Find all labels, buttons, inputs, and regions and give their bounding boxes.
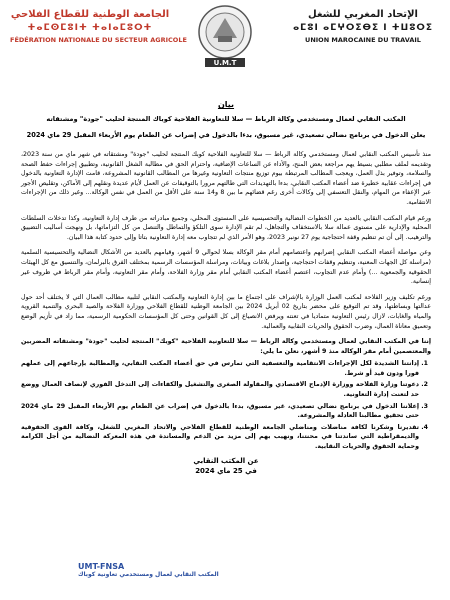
fnsa-header	[10, 8, 187, 45]
paragraph: وعن مواصلة أعضاء المكتب النقابي إضرابهم واعتصامهم أمام مقر الوكالة بسلا لحوالي 9 أشهر، وقيامهم بالعديد من الأشكال النضالية والتحسيسية السلمية (مراسلة كل الجهات المعنية، وتنظيم وقفات احتجاجية، وإصدار بلاغات وبيانات، ومراسلة المؤسسات الرسمية بمختلف الفرق بالبرلمان، والتنسيق مع كل الهيئات الحقوقية والجمعوية ...) وأمام عدم التجاوب، اعتصم أعضاء المكتب النقابي أمام مقر وزارة الفلاحة، وأمام مقر التعاونية، وأمام مقر الرباط في ظروف غير إنسانية.	[21, 249, 432, 286]
union-stamp	[78, 562, 228, 592]
signature-block	[21, 456, 431, 476]
umt-name-tifinagh: ⴰⵎⵓⵏ ⴰⵎⵖⵔⵉⴱⵉ ⵏ ⵜⵡⵓⵔⵉ	[292, 23, 434, 33]
decisions-intro: إننا في المكتب النقابي لعمال ومستخدمي وكالة الرباط — سلا للتعاونية الفلاحية "كوبك" المنتجة لحليب "جودة" ومشتقاته المضربين والمعتصمين أمام مقر الوكالة منذ 9 أشهر، نعلن ما يلي:	[21, 338, 431, 355]
decision-item: 2. دعوتنا وزارة الفلاحة ووزارة الإدماج الاقتصادي والمقاولة الصغرى والتشغيل والكفاءات إلى التدخل الفوري لإنصاف العمال ووضع حد لتعنت إدارة التعاونية.	[21, 380, 419, 399]
signature-date: في 25 ماي 2024	[195, 466, 257, 475]
decision-item: 3. إعلاننا الدخول في برنامج نضالي تصعيدي، غير مسبوق، بدءا بالدخول في إضراب عن الطعام يوم الأربعاء المقبل 29 ماي 2024 حتى تحقيق مطالبنا العادلة والمشروعة.	[21, 402, 419, 421]
stamp-title: UMT-FNSA	[78, 562, 125, 571]
letterhead	[0, 2, 450, 68]
statement-title: بيان	[217, 100, 235, 109]
svg-text:U.M.T: U.M.T	[213, 59, 237, 67]
statement-subtitle: المكتب النقابي لعمال ومستخدمي وكالة الرباط — سلا للتعاونية الفلاحية كوباك المنتجة لحليب "جودة" ومشتقاته	[46, 115, 406, 123]
decision-item: 4. تقديرنا وشكرنا لكافة مناضلات ومناضلي الجامعة الوطنية للقطاع الفلاحي والاتحاد المغربي للشغل، وكافة القوى الحقوقية والديمقراطية التي ساندتنا في محنتنا، ونهيب بهم إلى مزيد من الدعم والمساندة في هذه المعركة النضالية من أجل الكرامة وحماية الحقوق والحريات النقابية.	[21, 423, 419, 452]
paragraph: منذ تأسيس المكتب النقابي لعمال ومستخدمي وكالة الرباط — سلا للتعاونية الفلاحية كوبك المنتجة لحليب "جودة" ومشتقاته في شهر ماي من سنة 2023، وتقديمه لملف مطلبي بسيط يهم مراجعة بعض المنح، والأداء عن الساعات الإضافية، واحترام الحق في مطالبة الشغل القانونية، وتطبيق إجراءات حفظ الصحة والسلامة، وتوفير بذل العمل، ويعجب المطالب المرتبطة بيوم توزيع منتجات التعاونية وغيرها من المطالب القانونية المشروعة، قامت الإدارة التعاونية بالدخول في إجراءات عقابية خطيرة ضد أعضاء المكتب النقابي، بدءا بالتهديدات التي طالتهم مرورا بالتوقيفات عن العمل لأيام عديدة ونقلهم إلى الأماكن، وتقليص الأجور عبر الإعفاء من المهام، والنقل التعسفي إلى وكالات أخرى رغم قضائهم ما بين 8 و14 سنة على الأقل من العمل في نفس الوكالة... وغير ذلك من الإجراءات الانتقامية.	[21, 151, 431, 206]
statement-body	[21, 100, 431, 476]
decision-item: 1. إدانتنا الشديدة لكل الإجراءات الانتقامية والتعسفية التي تمارس في حق أعضاء المكتب النقابي، والمطالبة بإرجاعهم إلى عملهم فورا ودون قيد أو شرط.	[21, 359, 419, 378]
decisions-list	[21, 359, 431, 451]
paragraph: ورغم تكليف وزير الفلاحة لمكتب العمل الوزارة بالإشراف على اجتماع ما بين إدارة التعاونية والمكتب النقابي لتلبية مطالب العمال التي لا يختلف أحد حول عدالتها وبساطتها، وقد تم التوقيع على محضر بتاريخ 02 أبريل 2024 بين الجامعة الوطنية للقطاع الفلاحي ووزارة الفلاحة والصيد البحري والتنمية القروية والمياه والغابات، لازال رئيس التعاونية متماديا في تعنته ويرفض الانصياع إلى كل القوانين وحتى كل المؤسسات الحكومية الرسمية، مما زاد في تأزيم الوضع وتعميق معاناة العمال، وضرب الحقوق والحريات النقابية والعمالية.	[21, 293, 431, 330]
fnsa-name-french: FÉDÉRATION NATIONALE DU SECTEUR AGRICOLE	[10, 36, 187, 44]
signature-office: عن المكتب النقابي	[193, 456, 259, 465]
paragraph: ورغم قيام المكتب النقابي بالعديد من الخطوات النضالية والتحسيسية على المستوى المحلي، وجميع مبادراته من طرف إدارة التعاونية، وكذا تدخلات السلطات المحلية والإدارية على مستوى عمالة سلا بالاستخفاف والتجاهل، لم تقم الإدارة سوى التلكؤ والتماطل والتنصل من كل التزاماتها، بل ونهجت أساليب التضييق والترهيب. إلى أن تم تنظيم وقفة احتجاجية يوم 27 نونبر 2023، وهو الأمر الذي لم تتجاوب معه إدارة التعاونية بتاتا وإلى حدود كتابة هذا البيان.	[21, 214, 431, 241]
statement-announcement: يعلن الدخول في برنامج نضالي تصعيدي، غير مسبوق، بدءا بالدخول في إضراب عن الطعام يوم الأربعاء المقبل 29 ماي 2024	[26, 131, 426, 139]
umt-name-french: UNION MAROCAINE DU TRAVAIL	[305, 36, 421, 44]
fnsa-name-tifinagh: ⵜⴰⵎⵙⵎⵓⵏⵜ ⵜⴰⵏⴰⵎⵓⵔⵜ	[27, 23, 153, 33]
umt-name-arabic: الإتحاد المغربي للشغل	[308, 9, 418, 20]
stamp-subtitle: المكتب النقابي لعمال ومستخدمي تعاونية كوباك	[78, 571, 219, 578]
umt-logo	[191, 2, 259, 68]
fnsa-name-arabic: الجامعة الوطنية للقطاع الفلاحي	[10, 9, 170, 20]
umt-header	[288, 8, 438, 45]
